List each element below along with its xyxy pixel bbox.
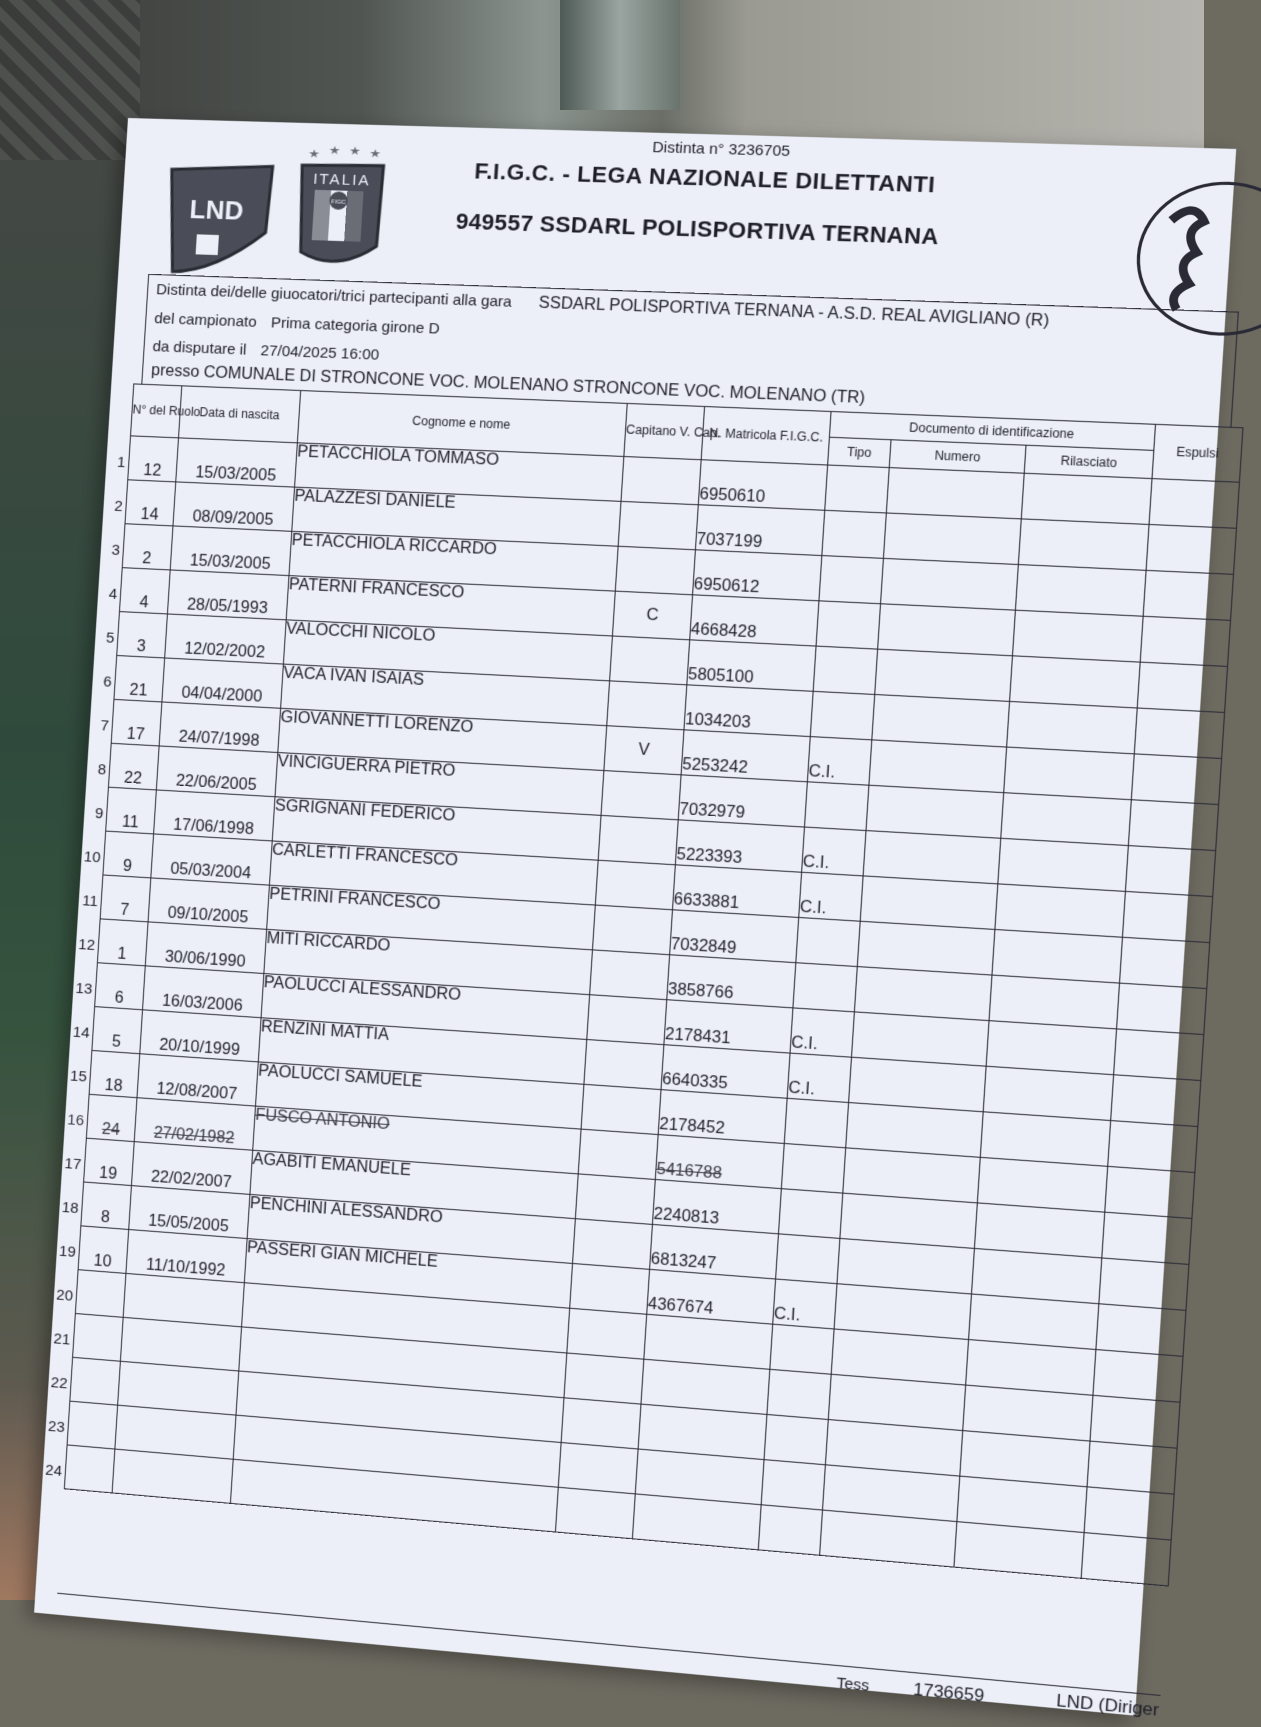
birthdate-cell: 27/02/1982 (134, 1098, 255, 1151)
ruolo-cell (47, 1401, 118, 1449)
doc-issued-cell (992, 929, 1122, 983)
captain-cell (592, 905, 672, 955)
ruolo-cell: 5 14 (92, 1007, 143, 1054)
doc-type-cell (776, 1234, 840, 1284)
birthdate-cell: 15/03/2005 (176, 438, 298, 487)
name-cell: VALOCCHI NICOLO (283, 620, 612, 681)
header-nascita: Data di nascita (179, 386, 301, 443)
expelled-cell (1140, 616, 1230, 666)
birthdate-cell: 11/10/1992 (126, 1229, 247, 1282)
name-cell: PENCHINI ALESSANDRO (247, 1194, 575, 1263)
row-number: 4 (108, 585, 118, 603)
row-number: 17 (64, 1155, 82, 1174)
header-capitano: Capitano V. Cap. (624, 403, 705, 459)
name-cell: VACA IVAN ISAIAS (281, 664, 610, 726)
ruolo-cell: 12 1 (128, 436, 179, 482)
birthdate-cell: 12/08/2007 (137, 1054, 258, 1106)
birthdate-cell: 22/06/2005 (156, 746, 277, 797)
birthdate-cell: 09/10/2005 (148, 878, 269, 929)
matricola-cell: 5223393 (675, 820, 804, 872)
doc-type-cell (778, 1189, 842, 1239)
header-documento: Documento di identificazione (829, 411, 1155, 450)
doc-number-cell (866, 785, 1004, 838)
captain-cell (584, 1039, 664, 1089)
expelled-cell (1096, 1304, 1186, 1357)
ruolo-cell: 9 10 (103, 831, 154, 878)
doc-type-cell (764, 1414, 828, 1464)
doc-type-cell (825, 465, 890, 513)
expelled-cell (1081, 1533, 1171, 1586)
row-number: 22 (50, 1374, 68, 1393)
header-ruolo: N° del Ruolo (131, 384, 182, 438)
row-number: 24 (44, 1461, 63, 1480)
doc-issued-cell (1012, 610, 1143, 662)
ruolo-cell: 21 6 (114, 655, 165, 701)
disputare-value: 27/04/2025 16:00 (260, 342, 380, 364)
row-number: 23 (47, 1417, 66, 1437)
birthdate-cell: 22/02/2007 (131, 1142, 252, 1195)
name-cell: PALAZZESI DANIELE (292, 487, 621, 546)
ruolo-cell: 8 18 (81, 1182, 132, 1229)
row-number: 18 (61, 1198, 79, 1218)
lnd-logo-text: LND (188, 193, 245, 226)
captain-cell (555, 1487, 635, 1539)
gara-value: SSDARL POLISPORTIVA TERNANA - A.S.D. REAL AVIGLIANO (R) (538, 294, 1050, 331)
expelled-cell (1084, 1487, 1174, 1540)
ruolo-cell: 18 15 (89, 1050, 140, 1097)
row-number: 14 (72, 1023, 90, 1042)
name-cell: PAOLUCCI SAMUELE (255, 1062, 583, 1129)
captain-cell (558, 1443, 638, 1494)
doc-type-cell (758, 1505, 822, 1556)
doc-number-cell (860, 876, 998, 930)
name-cell: PATERNI FRANCESCO (286, 576, 615, 636)
matricola-cell (632, 1494, 761, 1550)
row-number: 9 (94, 804, 104, 823)
row-number: 5 (105, 629, 115, 647)
birthdate-cell: 17/06/1998 (154, 790, 275, 841)
gara-label: Distinta dei/delle giuocatori/trici partecipanti alla gara (155, 281, 513, 311)
doc-number-cell (863, 831, 1001, 884)
row-number: 6 (102, 673, 113, 691)
footer-lnd-label: LND (1055, 1690, 1094, 1714)
doc-type-cell (796, 917, 860, 966)
ruolo-cell: 1 12 (97, 919, 148, 966)
matricola-cell: 7037199 (695, 505, 824, 556)
name-cell: AGABITI EMANUELE (250, 1150, 578, 1218)
doc-type-cell: C.I. (773, 1279, 837, 1329)
row-number: 8 (97, 761, 107, 779)
captain-cell (575, 1174, 655, 1225)
doc-number-cell (886, 468, 1024, 519)
birthdate-cell: 28/05/1993 (167, 570, 289, 620)
captain-cell (621, 456, 701, 504)
doc-type-cell (813, 646, 877, 694)
birthdate-cell: 20/10/1999 (140, 1010, 261, 1062)
row-number: 7 (99, 717, 110, 735)
doc-type-cell: C.I. (790, 1008, 854, 1057)
captain-cell (578, 1129, 658, 1179)
expelled-cell (1122, 891, 1212, 942)
captain-cell (610, 636, 690, 685)
presso-value: COMUNALE DI STRONCONE VOC. MOLENANO STRONCONE VOC. MOLENANO (TR) (203, 364, 866, 408)
ruolo-cell: 14 2 (125, 480, 176, 526)
ruolo-cell: 3 5 (117, 612, 168, 658)
row-number: 15 (69, 1067, 88, 1086)
doc-type-cell: C.I. (802, 827, 866, 876)
expelled-cell (1102, 1212, 1192, 1264)
doc-issued-cell (1021, 473, 1152, 524)
expelled-cell (1120, 937, 1210, 988)
birthdate-cell: 15/03/2005 (170, 526, 292, 576)
expelled-cell (1093, 1350, 1183, 1403)
row-number: 11 (81, 892, 99, 911)
captain-cell (590, 950, 670, 1000)
tessera-value: 1736659 (912, 1679, 985, 1706)
birthdate-cell: 08/09/2005 (173, 482, 295, 531)
distinta-number: Distinta n° 3236705 (651, 138, 791, 161)
row-number: 10 (83, 848, 102, 867)
expelled-cell (1117, 983, 1207, 1034)
disputare-label: da disputare il (152, 338, 247, 359)
matricola-cell: 4367674 (647, 1269, 776, 1324)
name-cell: PETRINI FRANCESCO (267, 885, 596, 950)
footer-lnd-dirigente (1056, 1691, 1160, 1721)
doc-issued-cell (989, 975, 1119, 1029)
matricola-cell: 3858766 (667, 955, 796, 1008)
disputare-line (152, 338, 380, 364)
doc-issued-cell (1004, 747, 1135, 800)
expelled-cell (1137, 662, 1227, 712)
captain-cell (601, 771, 681, 820)
matricola-cell: 6640335 (661, 1045, 790, 1099)
expelled-cell (1125, 846, 1215, 897)
ruolo-cell: 19 17 (84, 1138, 135, 1185)
ruolo-cell: 4 4 (119, 568, 170, 614)
ruolo-cell (53, 1313, 124, 1361)
captain-cell (570, 1263, 650, 1314)
birthdate-cell: 12/02/2002 (165, 614, 287, 664)
name-cell: FUSCO ANTONIO (253, 1106, 581, 1174)
doc-number-cell (869, 740, 1007, 793)
federation-title: F.I.G.C. - LEGA NAZIONALE DILETTANTI (473, 158, 937, 198)
row-number: 21 (53, 1330, 71, 1349)
figc-logo-text: FIGC (330, 199, 346, 206)
doc-number-cell (881, 558, 1019, 610)
header-tipo: Tipo (828, 437, 891, 467)
birthdate-cell: 15/05/2005 (129, 1186, 250, 1239)
expelled-cell (1149, 479, 1239, 529)
doc-type-cell (770, 1324, 834, 1374)
doc-issued-cell (995, 884, 1126, 937)
doc-type-cell (767, 1369, 831, 1419)
ruolo-cell: 24 16 (86, 1094, 137, 1141)
birthdate-cell: 04/04/2000 (162, 658, 284, 708)
matricola-cell: 2178452 (658, 1090, 787, 1144)
doc-number-cell (878, 604, 1016, 656)
doc-issued-cell (1007, 701, 1138, 753)
matricola-cell: 2178431 (664, 1000, 793, 1053)
expelled-cell (1146, 524, 1236, 574)
ruolo-cell: 22 8 (108, 743, 159, 790)
row-number: 1 (116, 453, 126, 472)
matricola-cell: 1034203 (684, 685, 813, 737)
doc-type-cell (784, 1098, 848, 1148)
birthdate-cell: 05/03/2004 (151, 834, 272, 885)
expelled-cell (1131, 754, 1221, 805)
matricola-cell: 6633881 (672, 865, 801, 918)
birthdate-cell: 30/06/1990 (145, 922, 266, 974)
expelled-cell (1114, 1029, 1204, 1081)
captain-cell (615, 546, 695, 595)
captain-cell (618, 501, 698, 549)
sheet-footer (55, 1593, 1160, 1727)
doc-number-cell (883, 513, 1021, 565)
matricola-cell: 4668428 (690, 595, 819, 646)
italia-logo (289, 143, 391, 277)
doc-type-cell (816, 601, 880, 649)
row-number: 19 (58, 1242, 77, 1261)
doc-type-cell: C.I. (787, 1053, 851, 1102)
ruolo-cell (44, 1445, 115, 1493)
captain-cell (567, 1308, 647, 1359)
ruolo-cell (50, 1357, 121, 1405)
doc-type-cell (781, 1143, 845, 1193)
ruolo-cell: 6 13 (95, 963, 146, 1010)
doc-type-cell (810, 691, 874, 740)
expelled-cell (1108, 1121, 1198, 1173)
matricola-cell: 6950612 (693, 550, 822, 601)
expelled-cell (1134, 708, 1224, 759)
doc-type-cell (819, 556, 883, 604)
header-matricola: N. Matricola F.I.G.C. (701, 406, 831, 465)
row-number: 16 (66, 1111, 85, 1130)
expelled-cell (1105, 1166, 1195, 1218)
doc-type-cell: C.I. (799, 872, 863, 921)
name-cell: RENZINI MATTIA (258, 1018, 586, 1085)
doc-issued-cell (954, 1522, 1084, 1579)
italia-logo-text: ITALIA (312, 170, 372, 190)
captain-cell (595, 860, 675, 910)
captain-cell (573, 1219, 653, 1270)
row-number: 2 (113, 497, 124, 516)
ruolo-cell: 11 9 (106, 787, 157, 834)
captain-cell: C (612, 591, 692, 640)
name-cell: VINCIGUERRA PIETRO (275, 753, 604, 816)
name-cell: CARLETTI FRANCESCO (269, 841, 598, 905)
matricola-cell: 6950610 (698, 460, 827, 511)
expelled-cell (1143, 570, 1233, 620)
name-cell: GIOVANNETTI LORENZO (278, 708, 607, 770)
birthdate-cell: 16/03/2006 (143, 966, 264, 1018)
matricola-cell: 2240813 (652, 1179, 781, 1233)
name-cell: PASSERI GIAN MICHELE (244, 1239, 572, 1309)
expelled-cell (1087, 1441, 1177, 1494)
expelled-cell (1128, 800, 1218, 851)
doc-issued-cell (1018, 519, 1149, 570)
doc-issued-cell (1001, 793, 1132, 846)
doc-type-cell (761, 1460, 825, 1510)
captain-cell (581, 1084, 661, 1134)
doc-type-cell (804, 782, 868, 831)
doc-issued-cell (1010, 656, 1141, 708)
ruolo-cell (55, 1270, 126, 1318)
name-cell: PETACCHIOLA RICCARDO (289, 531, 618, 591)
tessera-label: Tess (835, 1674, 870, 1695)
footer-dirigente-label: (Diriger (1097, 1694, 1160, 1720)
ruolo-cell: 2 3 (122, 524, 173, 570)
doc-type-cell (822, 510, 886, 558)
ruolo-cell: 7 11 (100, 875, 151, 922)
header-rilasciato: Rilasciato (1024, 445, 1154, 478)
captain-cell (564, 1353, 644, 1404)
matricola-cell: 5253242 (681, 730, 810, 782)
captain-cell (561, 1398, 641, 1449)
matricola-cell: 7032849 (670, 910, 799, 963)
matricola-cell: 5416788 (655, 1135, 784, 1189)
lnd-logo (160, 159, 278, 281)
society-title: 949557 SSDARL POLISPORTIVA TERNANA (455, 208, 940, 250)
ruolo-cell: 17 7 (111, 699, 162, 746)
captain-cell (587, 995, 667, 1045)
campionato-label: del campionato (153, 310, 258, 331)
players-table (44, 383, 1244, 1586)
captain-cell (607, 681, 687, 730)
doc-number-cell (872, 694, 1010, 747)
expelled-cell (1090, 1395, 1180, 1448)
matricola-cell: 7032979 (678, 775, 807, 827)
row-number: 3 (110, 541, 121, 559)
background-door-frame (560, 0, 680, 110)
birthdate-cell: 24/07/1998 (159, 702, 280, 753)
row-number: 20 (55, 1286, 74, 1305)
header-espulsi: Espulsi (1152, 424, 1243, 482)
name-cell: SGRIGNANI FEDERICO (272, 797, 601, 860)
name-cell: PETACCHIOLA TOMMASO (295, 443, 624, 502)
row-number: 13 (75, 979, 93, 998)
doc-type-cell: C.I. (807, 737, 871, 786)
campionato-line (154, 310, 440, 338)
presso-label: presso (150, 362, 200, 381)
doc-type-cell (793, 963, 857, 1012)
doc-issued-cell (1015, 565, 1146, 617)
header-numero: Numero (889, 440, 1026, 474)
campionato-value: Prima categoria girone D (270, 314, 441, 338)
name-cell: PAOLUCCI ALESSANDRO (261, 974, 590, 1040)
birthdate-cell (112, 1449, 233, 1503)
doc-number-cell (875, 649, 1013, 701)
expelled-cell (1099, 1258, 1189, 1310)
name-cell: MITI RICCARDO (264, 929, 593, 994)
doc-issued-cell (998, 838, 1129, 891)
matricola-cell: 5805100 (687, 640, 816, 692)
expelled-cell (1111, 1075, 1201, 1127)
header-nome: Cognome e nome (297, 391, 627, 457)
row-number: 12 (77, 936, 96, 955)
captain-cell: V (604, 726, 684, 775)
matricola-cell: 6813247 (650, 1224, 779, 1279)
ruolo-cell: 10 19 (78, 1226, 129, 1274)
captain-cell (598, 815, 678, 864)
match-sheet (34, 118, 1236, 1720)
